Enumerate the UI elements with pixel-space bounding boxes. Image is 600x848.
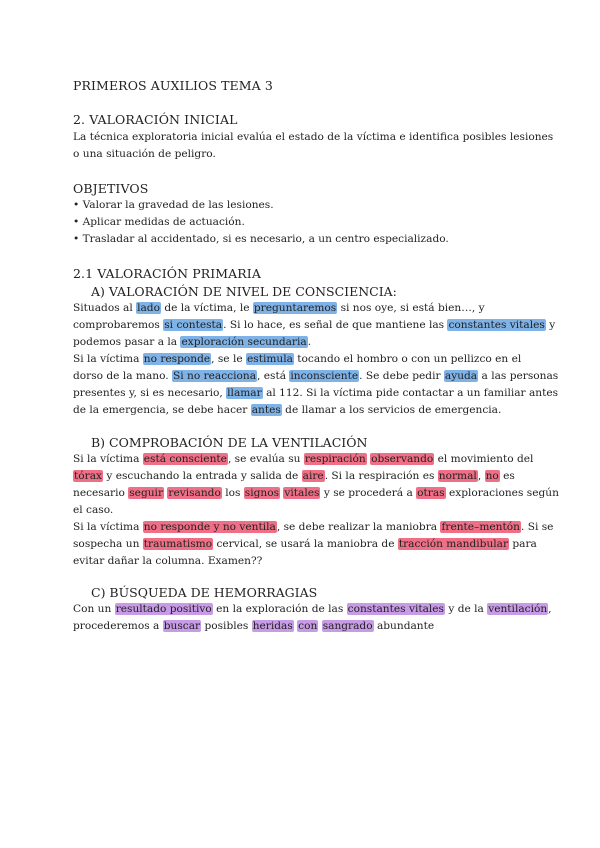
highlighted-term: preguntaremos xyxy=(253,302,337,314)
section-2-paragraph xyxy=(73,129,554,163)
highlighted-term: sangrado xyxy=(322,620,373,632)
highlighted-term: si contesta xyxy=(164,319,223,331)
highlighted-term: no responde y no ventila xyxy=(143,521,276,533)
text-segment: Si la víctima xyxy=(73,353,143,365)
highlighted-term: aire xyxy=(302,470,324,482)
paragraph-line xyxy=(73,553,533,570)
text-segment: el movimiento del xyxy=(434,453,534,465)
highlighted-term: traumatismo xyxy=(143,538,213,550)
highlighted-term: llamar xyxy=(227,387,262,399)
paragraph-line xyxy=(73,485,559,502)
text-segment: . xyxy=(307,336,312,348)
text-segment: , se le xyxy=(211,353,246,365)
text-segment: Situados al xyxy=(73,302,137,314)
highlighted-term: otras xyxy=(417,487,445,499)
highlighted-term: buscar xyxy=(163,620,201,632)
paragraph-line xyxy=(73,351,533,368)
paragraph-line xyxy=(73,601,552,618)
highlighted-term: respiración xyxy=(304,453,366,465)
paragraph-line: La técnica exploratoria inicial evalúa el estado de la víctima e identifica posibles lesiones xyxy=(73,131,554,143)
highlighted-term: heridas xyxy=(252,620,293,632)
document-title: PRIMEROS AUXILIOS TEMA 3 xyxy=(73,78,273,93)
highlighted-term: con xyxy=(298,620,318,632)
paragraph-line xyxy=(73,536,537,553)
text-segment: , se debe realizar la maniobra xyxy=(276,521,441,533)
text-segment: cervical, se usará la maniobra de xyxy=(213,538,398,550)
text-segment: . Si la respiración es xyxy=(324,470,438,482)
text-segment: podemos pasar a la xyxy=(73,336,181,348)
text-segment: para xyxy=(509,538,537,550)
text-segment: evitar dañar la columna. Examen?? xyxy=(73,555,263,567)
text-segment: y xyxy=(545,319,556,331)
highlighted-term: ayuda xyxy=(444,370,478,382)
text-segment: a las personas xyxy=(478,370,559,382)
highlighted-term: constantes vitales xyxy=(347,603,444,615)
highlighted-term: exploración secundaria xyxy=(181,336,307,348)
text-segment: necesario xyxy=(73,487,129,499)
list-item: • Valorar la gravedad de las lesiones. xyxy=(73,199,274,211)
paragraph-line xyxy=(73,468,533,485)
paragraph-line xyxy=(73,368,559,385)
highlighted-term: tracción mandibular xyxy=(398,538,509,550)
paragraph-line xyxy=(73,317,556,334)
text-segment: Si la víctima xyxy=(73,453,143,465)
text-segment: procederemos a xyxy=(73,620,163,632)
text-segment: , xyxy=(548,603,552,615)
text-segment: el caso. xyxy=(73,504,114,516)
highlighted-term: signos xyxy=(244,487,280,499)
text-segment: dorso de la mano. xyxy=(73,370,173,382)
list-item: • Aplicar medidas de actuación. xyxy=(73,216,245,228)
highlighted-term: estimula xyxy=(246,353,293,365)
paragraph-line xyxy=(73,334,533,351)
text-segment: , se evalúa su xyxy=(227,453,304,465)
text-segment: de la emergencia, se debe hacer xyxy=(73,404,251,416)
highlighted-term: lado xyxy=(137,302,160,314)
text-segment: abundante xyxy=(373,620,435,632)
part-a-heading: A) VALORACIÓN DE NIVEL DE CONSCIENCIA: xyxy=(91,284,397,299)
text-segment: , está xyxy=(257,370,290,382)
text-segment: de llamar a los servicios de emergencia. xyxy=(281,404,502,416)
paragraph-line xyxy=(73,300,533,317)
highlighted-term: antes xyxy=(251,404,281,416)
part-c-heading: C) BÚSQUEDA DE HEMORRAGIAS xyxy=(91,585,318,600)
highlighted-term: constantes vitales xyxy=(448,319,545,331)
text-segment: . Se debe pedir xyxy=(359,370,444,382)
text-segment: . Si se xyxy=(520,521,554,533)
text-segment: y se procederá a xyxy=(320,487,417,499)
text-segment: posibles xyxy=(201,620,252,632)
highlighted-term: frente–mentón xyxy=(441,521,520,533)
text-segment: si nos oye, si está bien…, y xyxy=(337,302,485,314)
highlighted-term: observando xyxy=(371,453,434,465)
paragraph-line xyxy=(73,502,533,519)
text-segment: en la exploración de las xyxy=(212,603,347,615)
paragraph-line xyxy=(73,385,559,402)
highlighted-term: Si no reacciona xyxy=(173,370,257,382)
text-segment: al 112. Si la víctima pide contactar a un familiar antes xyxy=(262,387,559,399)
highlighted-term: no xyxy=(485,470,499,482)
text-segment: sospecha un xyxy=(73,538,143,550)
highlighted-term: seguir xyxy=(129,487,164,499)
text-segment: tocando el hombro o con un pellizco en el xyxy=(293,353,522,365)
text-segment: Si la víctima xyxy=(73,521,143,533)
text-segment: y escuchando la entrada y salida de xyxy=(103,470,302,482)
highlighted-term: inconsciente xyxy=(290,370,359,382)
paragraph-line xyxy=(73,451,533,468)
section-2-heading: 2. VALORACIÓN INICIAL xyxy=(73,112,238,127)
text-segment: . Si lo hace, es señal de que mantiene las xyxy=(223,319,448,331)
paragraph-line xyxy=(73,402,533,419)
text-segment: , xyxy=(477,470,485,482)
text-segment: Con un xyxy=(73,603,115,615)
highlighted-term: revisando xyxy=(168,487,221,499)
highlighted-term: tórax xyxy=(74,470,102,482)
highlighted-term: resultado positivo xyxy=(115,603,212,615)
part-b-paragraph xyxy=(73,451,559,570)
text-segment: es xyxy=(499,470,515,482)
text-segment: comprobaremos xyxy=(73,319,164,331)
paragraph-line xyxy=(73,519,554,536)
highlighted-term: está consciente xyxy=(143,453,227,465)
part-b-heading: B) COMPROBACIÓN DE LA VENTILACIÓN xyxy=(91,435,368,450)
highlighted-term: ventilación xyxy=(488,603,548,615)
objetivos-heading: OBJETIVOS xyxy=(73,181,149,196)
text-segment: y de la xyxy=(445,603,488,615)
paragraph-line: o una situación de peligro. xyxy=(73,148,216,160)
list-item: • Trasladar al accidentado, si es necesario, a un centro especializado. xyxy=(73,233,449,245)
objetivos-list xyxy=(73,197,533,248)
section-2-1-heading: 2.1 VALORACIÓN PRIMARIA xyxy=(73,266,261,281)
paragraph-line xyxy=(73,618,533,635)
text-segment: los xyxy=(221,487,244,499)
highlighted-term: vitales xyxy=(284,487,320,499)
highlighted-term: no responde xyxy=(143,353,211,365)
part-c-paragraph xyxy=(73,601,552,635)
highlighted-term: normal xyxy=(438,470,477,482)
text-segment: presentes y, si es necesario, xyxy=(73,387,227,399)
text-segment: exploraciones según xyxy=(445,487,559,499)
text-segment: de la víctima, le xyxy=(160,302,253,314)
part-a-paragraph xyxy=(73,300,559,419)
